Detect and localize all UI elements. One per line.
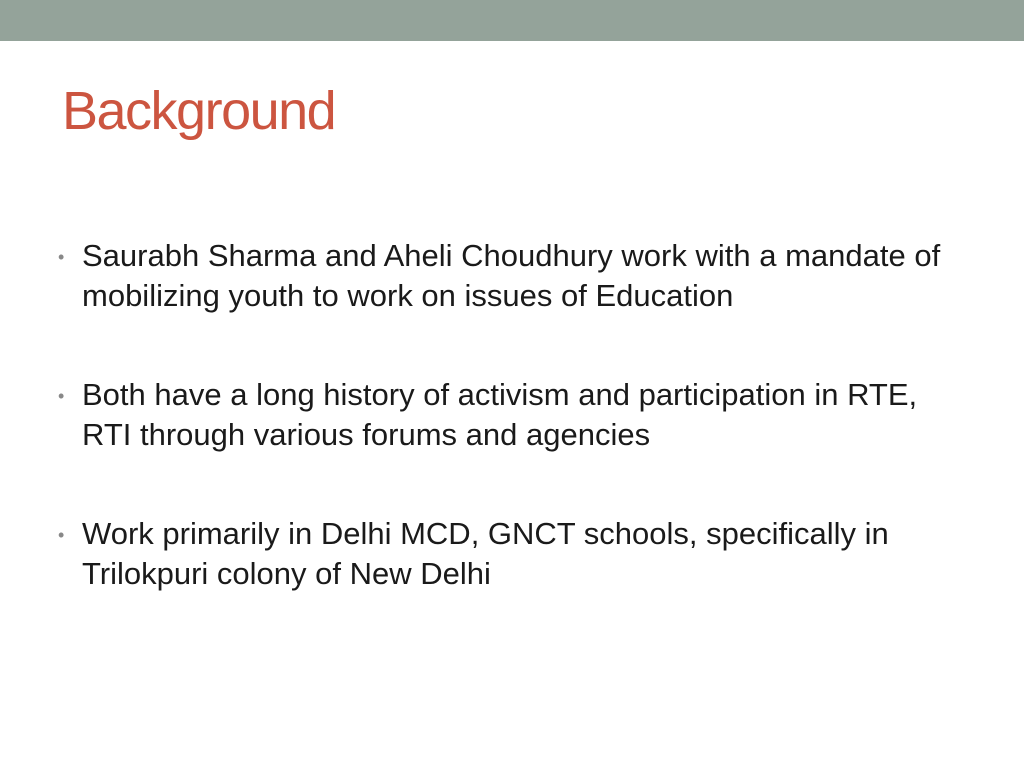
bullet-item [56, 236, 956, 316]
bullet-list [56, 236, 956, 653]
bullet-text: Both have a long history of activism and participation in RTE, RTI through various forums and agencies [82, 377, 918, 452]
slide-title: Background [62, 81, 336, 141]
bullet-dot-icon: • [58, 386, 65, 406]
bullet-dot-icon: • [58, 525, 65, 545]
bullet-text: Work primarily in Delhi MCD, GNCT schools, specifically in Trilokpuri colony of New Delhi [82, 516, 889, 591]
bullet-item [56, 514, 956, 594]
bullet-item [56, 375, 956, 455]
bullet-text: Saurabh Sharma and Aheli Choudhury work with a mandate of mobilizing youth to work on issues of Education [82, 238, 941, 313]
bullet-dot-icon: • [58, 247, 65, 267]
top-accent-bar [0, 0, 1024, 41]
